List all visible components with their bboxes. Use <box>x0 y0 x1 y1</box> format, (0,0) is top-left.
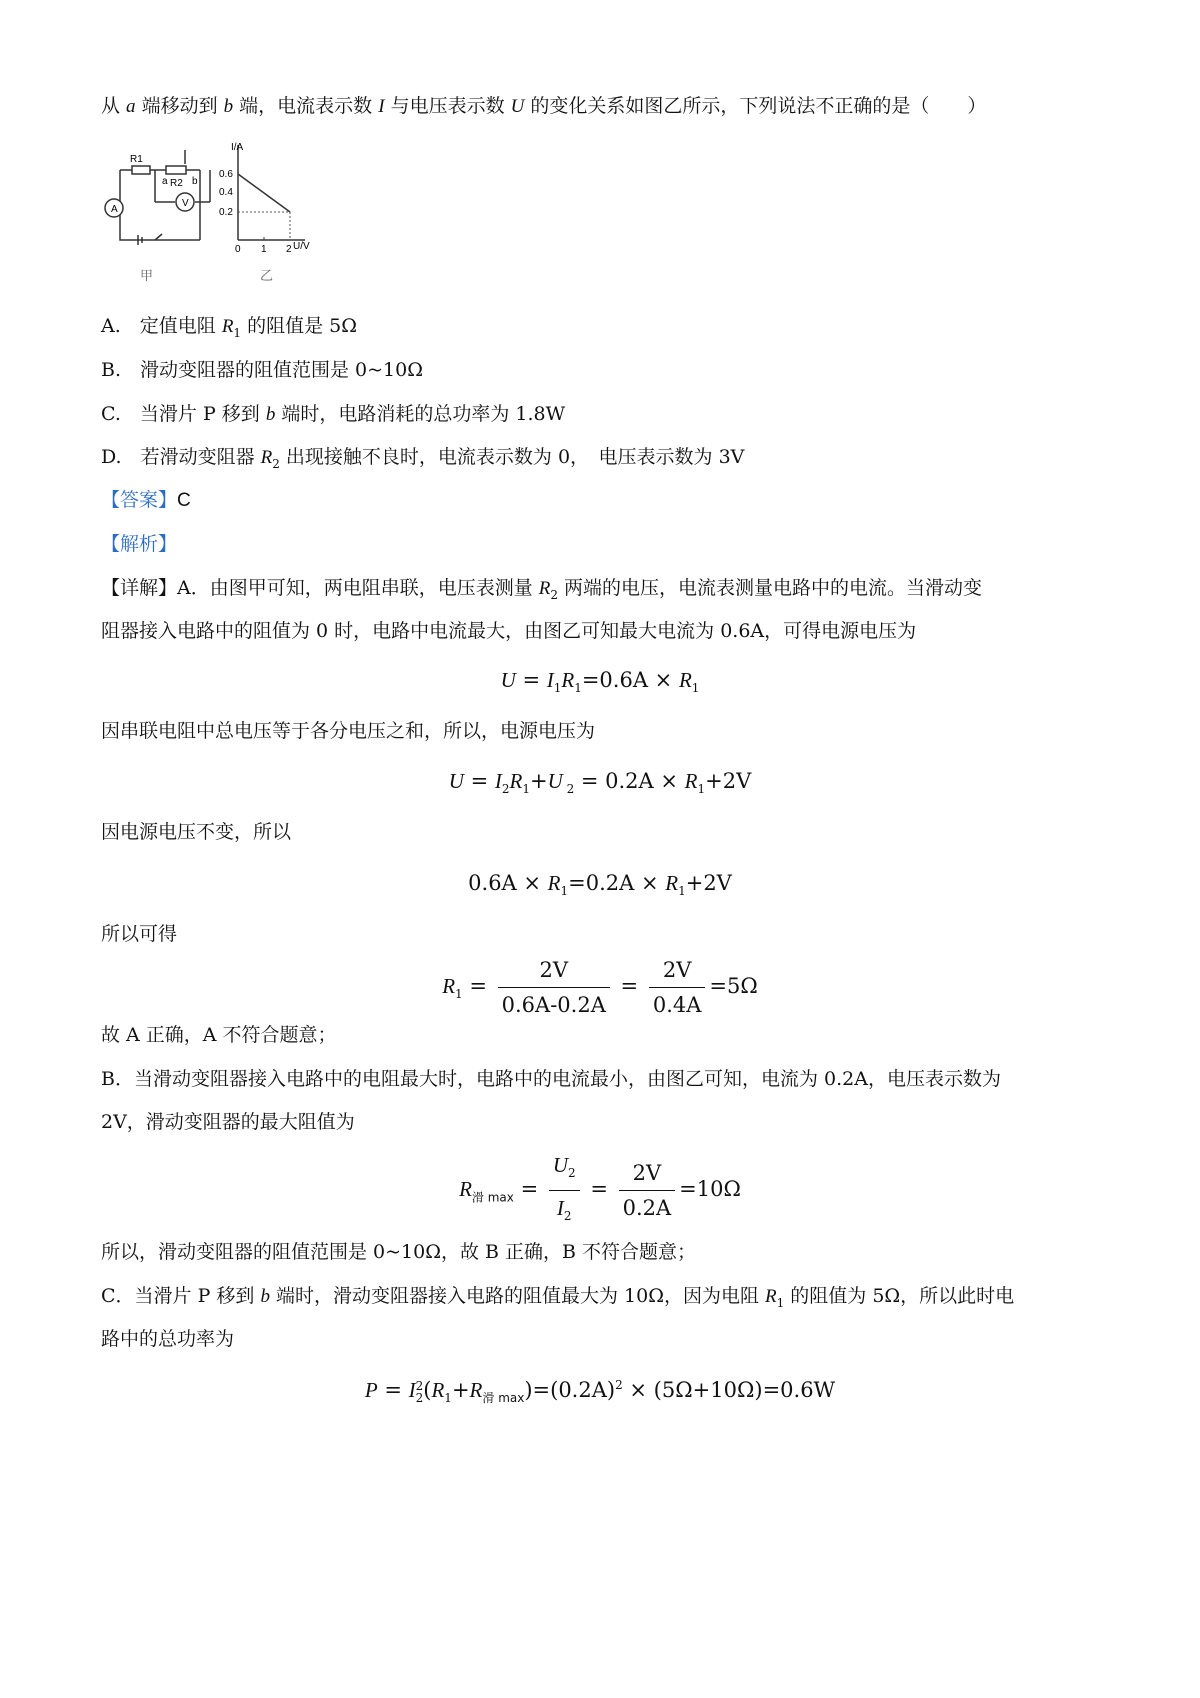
text: C．当滑片 P 移到 <box>101 1285 261 1307</box>
eq-text: = <box>583 1177 615 1202</box>
eq-sym: P <box>364 1378 378 1402</box>
eq-sym: U <box>547 769 563 793</box>
text: 阻器接入电路中的阻值为 0 时，电路中电流最大，由图乙可知最大电流为 0.6A，可得电源电压为 <box>101 620 917 642</box>
eq-text: ( <box>423 1378 432 1402</box>
caption-yi: 乙 <box>260 269 274 284</box>
text: C. 当滑片 P 移到 <box>101 403 266 425</box>
text: 所以可得 <box>101 923 178 945</box>
eq-sub: 1 <box>697 782 706 797</box>
eq-sub: 2 <box>562 782 575 797</box>
var-b: b <box>265 404 276 425</box>
text: B. 滑动变阻器的阻值范围是 0~10Ω <box>101 359 423 381</box>
text: A. 定值电阻 <box>101 315 222 337</box>
text: 【解析】 <box>101 533 178 555</box>
detail-line-10 <box>101 1282 1014 1317</box>
text: 从 <box>101 95 127 117</box>
var-r: R <box>260 447 273 468</box>
eq-sub: 1 <box>553 681 562 696</box>
y-tick: 0.6 <box>219 169 233 180</box>
eq-text: × (5Ω+10Ω)=0.6W <box>622 1378 836 1402</box>
var-r: R <box>221 316 234 337</box>
circuit-and-graph-figure <box>100 140 360 300</box>
subscript: 1 <box>776 1295 785 1310</box>
var-r: R <box>538 578 551 599</box>
denominator <box>549 1191 580 1231</box>
x-axis-label: U/V <box>293 241 310 252</box>
equation-3 <box>0 868 1200 906</box>
eq-text: + <box>451 1378 470 1402</box>
equation-6 <box>0 1370 1200 1413</box>
eq-text: 0.6A × <box>468 871 548 895</box>
denominator: 0.6A-0.2A <box>501 993 606 1017</box>
caption-jia: 甲 <box>140 269 154 284</box>
eq-sub: 1 <box>691 681 700 696</box>
eq-text: =5Ω <box>709 974 758 998</box>
detail-line-2 <box>101 617 916 645</box>
eq-sub: 1 <box>574 681 582 696</box>
eq-sub: 滑 max <box>482 1391 525 1406</box>
subscript: 2 <box>550 587 559 602</box>
detail-line-8 <box>101 1108 355 1136</box>
numerator: 2V <box>498 955 610 988</box>
denominator: 0.2A <box>622 1196 672 1221</box>
text: 端移动到 <box>135 95 224 117</box>
eq-text: +2V <box>705 769 752 793</box>
option-d <box>101 443 744 478</box>
y-tick: 0.4 <box>219 187 233 198</box>
subscript: 2 <box>272 456 280 471</box>
equation-4 <box>0 955 1200 1020</box>
text: 路中的总功率为 <box>101 1328 235 1350</box>
voltmeter-label: V <box>182 198 189 209</box>
eq-sub: 2 <box>415 1390 424 1405</box>
eq-sym: I <box>494 769 502 793</box>
var-i: I <box>378 96 385 117</box>
answer-label: 【答案】 <box>101 489 178 511</box>
eq-sym: U <box>500 668 516 692</box>
label-b: b <box>192 176 198 187</box>
detail-line-6 <box>101 1021 337 1049</box>
label-a: a <box>162 176 168 187</box>
eq-sym: I <box>556 1196 564 1221</box>
text: 两端的电压，电流表测量电路中的电流。当滑动变 <box>558 577 983 599</box>
x-tick: 1 <box>261 244 267 255</box>
fraction <box>649 955 706 1020</box>
eq-sym: R <box>684 769 698 793</box>
denominator: 0.4A <box>652 993 702 1017</box>
label-r2: R2 <box>170 178 183 189</box>
equation-1 <box>0 665 1200 703</box>
fraction <box>619 1158 676 1223</box>
label-r1: R1 <box>130 154 143 165</box>
eq-sym: R <box>665 871 679 895</box>
eq-sym: I <box>408 1378 416 1402</box>
equation-5 <box>0 1150 1200 1231</box>
detail-line-3 <box>101 717 595 745</box>
option-b <box>101 356 423 384</box>
detail-line-11 <box>101 1325 234 1353</box>
text: 2V，滑动变阻器的最大阻值为 <box>101 1111 355 1133</box>
var-u: U <box>510 96 525 117</box>
eq-sym: R <box>678 668 692 692</box>
eq-sym: R <box>561 668 575 692</box>
option-c <box>101 400 565 429</box>
text: 端时，滑动变阻器接入电路的阻值最大为 10Ω，因为电阻 <box>269 1285 766 1307</box>
eq-sym: R <box>547 871 561 895</box>
graph-yi <box>238 145 305 240</box>
eq-text: = <box>462 974 494 998</box>
eq-text: = 0.2A × <box>574 769 685 793</box>
text: D. 若滑动变阻器 <box>101 446 261 468</box>
question-stem <box>101 92 986 121</box>
eq-text: =0.6A × <box>581 668 679 692</box>
text: 端时，电路消耗的总功率为 1.8W <box>275 403 566 425</box>
subscript: 1 <box>233 325 242 340</box>
eq-sup: 2 <box>615 1378 623 1392</box>
eq-text: =0.2A × <box>568 871 666 895</box>
eq-text: = <box>515 668 547 692</box>
detail-line-4 <box>101 818 291 846</box>
ammeter-label: A <box>111 204 118 215</box>
var-r: R <box>765 1286 777 1307</box>
eq-text: + <box>529 769 548 793</box>
option-a <box>101 312 357 347</box>
detail-line-5 <box>101 920 177 948</box>
fraction <box>498 955 610 1020</box>
answer-line <box>101 486 191 515</box>
text: 端，电流表示数 <box>233 95 379 117</box>
numerator: 2V <box>619 1158 676 1191</box>
eq-sub: 2 <box>501 782 510 797</box>
eq-text: = <box>613 974 645 998</box>
eq-text: = <box>513 1177 545 1202</box>
eq-sym: R <box>431 1378 445 1402</box>
graph-line <box>238 174 290 212</box>
fraction <box>549 1150 580 1231</box>
text: 【详解】A．由图甲可知，两电阻串联，电压表测量 <box>101 577 539 599</box>
eq-sym: U <box>448 769 464 793</box>
analysis-label <box>101 530 177 558</box>
eq-text: =10Ω <box>679 1177 741 1202</box>
text: 所以，滑动变阻器的阻值范围是 0~10Ω，故 B 正确，B 不符合题意； <box>101 1241 697 1263</box>
eq-sym: I <box>546 668 554 692</box>
text: 因串联电阻中总电压等于各分电压之和，所以，电源电压为 <box>101 720 596 742</box>
eq-sub: 1 <box>560 884 569 899</box>
x-tick: 2 <box>286 244 292 255</box>
eq-text: = <box>377 1378 409 1402</box>
circuit-diagram-jia <box>105 150 210 245</box>
text: 出现接触不良时，电流表示数为 0， 电压表示数为 3V <box>279 446 745 468</box>
equation-2 <box>0 766 1200 804</box>
eq-sub: 滑 max <box>471 1190 514 1205</box>
eq-sub: 1 <box>444 1391 452 1406</box>
eq-sub: 2 <box>563 1209 572 1224</box>
eq-text: = <box>463 769 495 793</box>
text: 因电源电压不变，所以 <box>101 821 292 843</box>
y-axis-label: I/A <box>231 142 244 153</box>
var-a: a <box>126 96 136 117</box>
eq-text: )=(0.2A) <box>524 1378 616 1402</box>
numerator: 2V <box>649 955 706 988</box>
eq-sub: 1 <box>678 884 686 899</box>
var-b: b <box>223 96 234 117</box>
numerator <box>549 1150 580 1191</box>
text: 故 A 正确，A 不符合题意； <box>101 1024 337 1046</box>
eq-sup: 2 <box>415 1378 424 1393</box>
eq-sym: R <box>509 769 523 793</box>
detail-line-9 <box>101 1238 696 1266</box>
answer-value: C <box>177 490 191 511</box>
detail-line-7 <box>101 1065 1001 1093</box>
text: 与电压表示数 <box>384 95 511 117</box>
var-b: b <box>260 1286 270 1307</box>
y-tick: 0.2 <box>219 207 233 218</box>
text: 的阻值是 5Ω <box>241 315 357 337</box>
eq-text: +2V <box>685 871 732 895</box>
text: 的阻值为 5Ω，所以此时电 <box>784 1285 1015 1307</box>
eq-sub: 2 <box>568 1166 576 1181</box>
eq-sub: 1 <box>455 987 463 1002</box>
detail-line-1 <box>101 574 982 609</box>
eq-sym: R <box>442 974 456 998</box>
eq-sym: R <box>469 1378 483 1402</box>
eq-sym: R <box>459 1177 472 1202</box>
x-tick: 0 <box>235 244 241 255</box>
text: B．当滑动变阻器接入电路中的电阻最大时，电路中的电流最小，由图乙可知，电流为 0.2A，电压表示数为 <box>101 1068 1001 1090</box>
text: 的变化关系如图乙所示，下列说法不正确的是（ ） <box>524 95 987 117</box>
eq-sub: 1 <box>522 782 530 797</box>
eq-sym: U <box>552 1153 569 1177</box>
